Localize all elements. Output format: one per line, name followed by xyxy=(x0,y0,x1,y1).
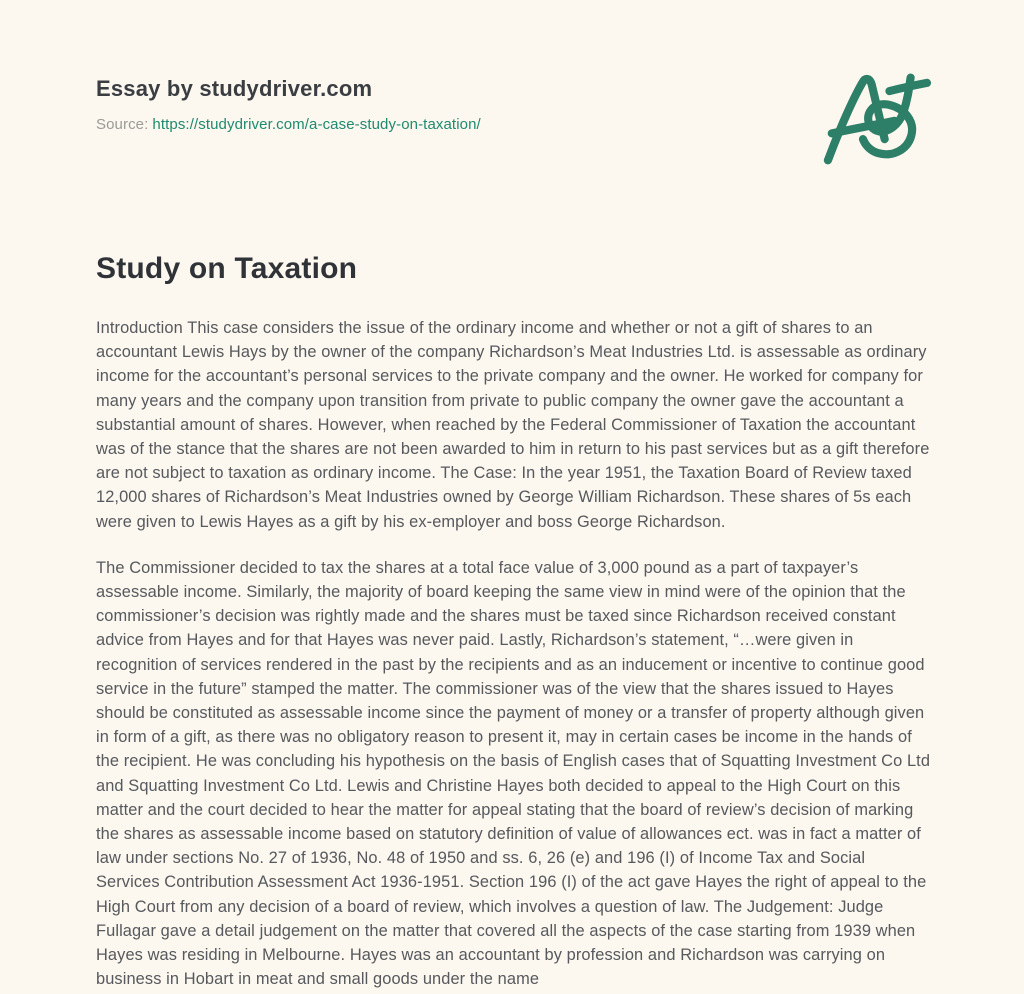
a-plus-logo-icon xyxy=(818,68,934,168)
essay-paragraph-2: The Commissioner decided to tax the shares at a total face value of 3,000 pound as a part of taxpayer’s assessable income. Similarly, the majority of board keeping the same view in mind were of the opinion that the commissioner’s decision was rightly made and the shares must be taxed since Richardson received constant advice from Hayes and for that Hayes was never paid. Lastly, Richardson’s statement, “…were given in recognition of services rendered in the past by the recipients and as an inducement or incentive to continue good service in the future” stamped the matter. The commissioner was of the view that the shares issued to Hayes should be constituted as assessable income since the payment of money or a transfer of property although given in form of a gift, as there was no obligatory reason to present it, may in certain cases be income in the hands of the recipient. He was concluding his hypothesis on the basis of English cases that of Squatting Investment Co Ltd and Squatting Investment Co Ltd. Lewis and Christine Hayes both decided to appeal to the High Court on this matter and the court decided to hear the matter for appeal stating that the board of review’s decision of marking the shares as assessable income based on statutory definition of value of allowances ect. was in fact a matter of law under sections No. 27 of 1936, No. 48 of 1950 and ss. 6, 26 (e) and 196 (I) of Income Tax and Social Services Contribution Assessment Act 1936-1951. Section 196 (I) of the act gave Hayes the right of appeal to the High Court from any decision of a board of review, which involves a question of law. The Judgement: Judge Fullagar gave a detail judgement on the matter that covered all the aspects of the case starting from 1939 when Hayes was residing in Melbourne. Hayes was an accountant by profession and Richardson was carrying on business in Hobart in meat and small goods under the name xyxy=(96,558,931,989)
studydriver-logo xyxy=(818,68,934,168)
page-title: Study on Taxation xyxy=(96,252,358,285)
article xyxy=(96,252,932,994)
page-header xyxy=(96,76,796,133)
source-url-link[interactable]: https://studydriver.com/a-case-study-on-taxation/ xyxy=(152,116,481,133)
essay-paragraph-1: Introduction This case considers the issue of the ordinary income and whether or not a gift of shares to an accountant Lewis Hays by the owner of the company Richardson’s Meat Industries Ltd. is assessable as ordinary income for the accountant’s personal services to the private company and the owner. He worked for company for many years and the company upon transition from private to public company the owner gave the accountant a substantial amount of shares. However, when reached by the Federal Commissioner of Taxation the accountant was of the stance that the shares are not been awarded to him in return to his past services but as a gift therefore are not subject to taxation as ordinary income. The Case: In the year 1951, the Taxation Board of Review taxed 12,000 shares of Richardson’s Meat Industries owned by George William Richardson. These shares of 5s each were given to Lewis Hayes as a gift by his ex-employer and boss George Richardson. xyxy=(96,319,930,531)
source-label: Source: xyxy=(96,116,149,133)
essay-by-heading: Essay by studydriver.com xyxy=(96,76,373,101)
source-line xyxy=(96,116,796,133)
